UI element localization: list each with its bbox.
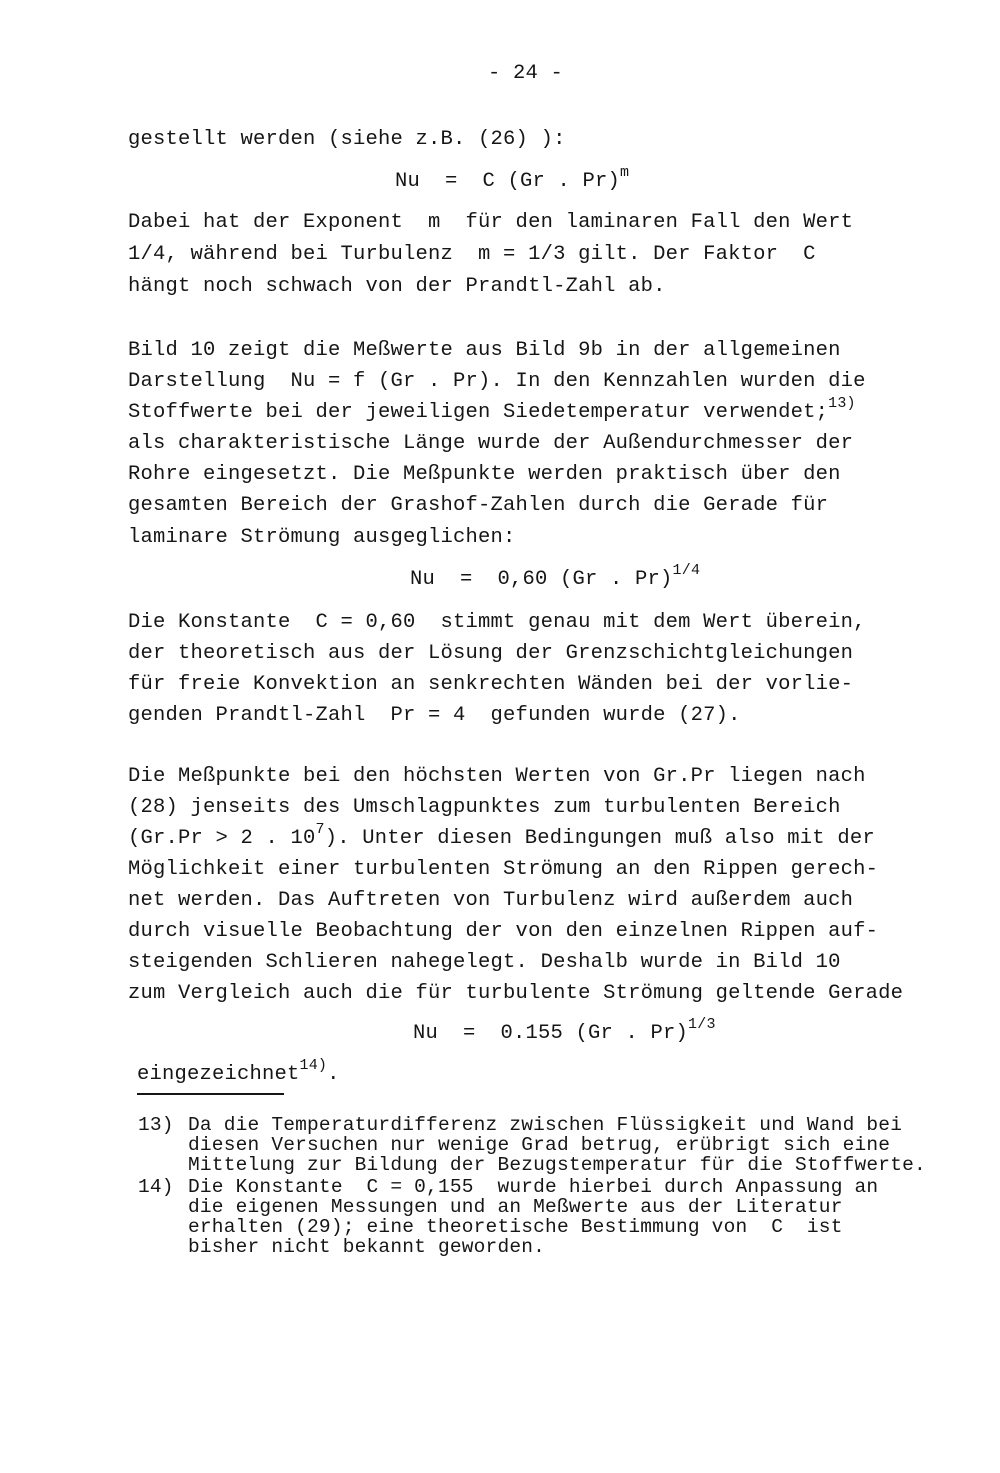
footnote-14-line [138, 1237, 545, 1257]
footnote-line: die eigenen Messungen und an Meßwerte aus der Literatur [188, 1196, 843, 1218]
text-line-body: Stoffwerte bei der jeweiligen Siedetemperatur verwendet; [128, 401, 829, 424]
formula-body: Nu = 0,60 (Gr . Pr) [410, 568, 673, 591]
text-line: Möglichkeit einer turbulenten Strömung an den Rippen gerech- [128, 858, 879, 881]
footnote-line: erhalten (29); eine theoretische Bestimmung von C ist [188, 1216, 843, 1238]
footnote-separator [137, 1093, 284, 1095]
footnote-marker: 13) [138, 1114, 174, 1136]
text-line: durch visuelle Beobachtung der von den einzelnen Rippen auf- [128, 920, 879, 943]
footnote-ref-13: 13) [828, 395, 856, 412]
footnote-line: Mittelung zur Bildung der Bezugstemperatur für die Stoffwerte. [188, 1154, 926, 1176]
footnote-line: diesen Versuchen nur wenige Grad betrug, erübrigt sich eine [188, 1134, 891, 1156]
text-line: Dabei hat der Exponent m für den laminaren Fall den Wert [128, 211, 854, 234]
formula-turbulent [413, 1016, 716, 1047]
footnote-13 [138, 1115, 902, 1135]
page-number: - 24 - [488, 62, 564, 85]
text-line: Bild 10 zeigt die Meßwerte aus Bild 9b in der allgemeinen [128, 339, 841, 362]
text-line: laminare Strömung ausgeglichen: [128, 526, 516, 549]
formula-body: Nu = C (Gr . Pr) [395, 170, 621, 193]
formula-exponent: 1/3 [688, 1016, 716, 1033]
exponent-seven: 7 [315, 821, 325, 838]
footnote-14 [138, 1177, 878, 1197]
text-line: als charakteristische Länge wurde der Außendurchmesser der [128, 432, 854, 455]
formula-body: Nu = 0.155 (Gr . Pr) [413, 1022, 689, 1045]
text-line: Rohre eingesetzt. Die Meßpunkte werden praktisch über den [128, 463, 841, 486]
text-line-body: ). Unter diesen Bedingungen muß also mit der [324, 827, 875, 850]
text-line-body: eingezeichnet [137, 1063, 300, 1086]
text-line: Die Meßpunkte bei den höchsten Werten von Gr.Pr liegen nach [128, 765, 866, 788]
formula-exponent: m [620, 164, 630, 181]
text-line [137, 1057, 340, 1088]
footnote-ref-14: 14) [299, 1057, 328, 1074]
text-line [128, 821, 875, 852]
footnote-14-line [138, 1197, 843, 1217]
text-line: (28) jenseits des Umschlagpunktes zum turbulenten Bereich [128, 796, 841, 819]
text-line: Darstellung Nu = f (Gr . Pr). In den Kennzahlen wurden die [128, 370, 866, 393]
text-line: hängt noch schwach von der Prandtl-Zahl ab. [128, 275, 666, 298]
text-line: net werden. Das Auftreten von Turbulenz wird außerdem auch [128, 889, 854, 912]
text-line: genden Prandtl-Zahl Pr = 4 gefunden wurde (27). [128, 704, 741, 727]
text-line-body: . [327, 1063, 340, 1086]
formula-nu-c [395, 164, 630, 195]
formula-exponent: 1/4 [672, 562, 701, 579]
formula-laminar [410, 562, 701, 593]
text-line-body: (Gr.Pr > 2 . 10 [128, 827, 316, 850]
footnote-13-line [138, 1155, 926, 1175]
text-line: gestellt werden (siehe z.B. (26) ): [128, 128, 566, 151]
footnote-line: bisher nicht bekannt geworden. [188, 1236, 546, 1258]
footnote-14-line [138, 1217, 843, 1237]
text-line: für freie Konvektion an senkrechten Wänden bei der vorlie- [128, 673, 854, 696]
text-line: zum Vergleich auch die für turbulente Strömung geltende Gerade [128, 982, 904, 1005]
text-line: steigenden Schlieren nahegelegt. Deshalb wurde in Bild 10 [128, 951, 841, 974]
text-line: der theoretisch aus der Lösung der Grenzschichtgleichungen [128, 642, 854, 665]
text-line: 1/4, während bei Turbulenz m = 1/3 gilt. Der Faktor C [128, 243, 816, 266]
footnote-marker: 14) [138, 1176, 174, 1198]
footnote-line: Da die Temperaturdifferenz zwischen Flüssigkeit und Wand bei [188, 1114, 903, 1136]
text-line: Die Konstante C = 0,60 stimmt genau mit dem Wert überein, [128, 611, 866, 634]
text-line [128, 395, 856, 426]
footnote-13-line [138, 1135, 890, 1155]
text-line: gesamten Bereich der Grashof-Zahlen durch die Gerade für [128, 494, 829, 517]
footnote-line: Die Konstante C = 0,155 wurde hierbei durch Anpassung an [188, 1176, 879, 1198]
